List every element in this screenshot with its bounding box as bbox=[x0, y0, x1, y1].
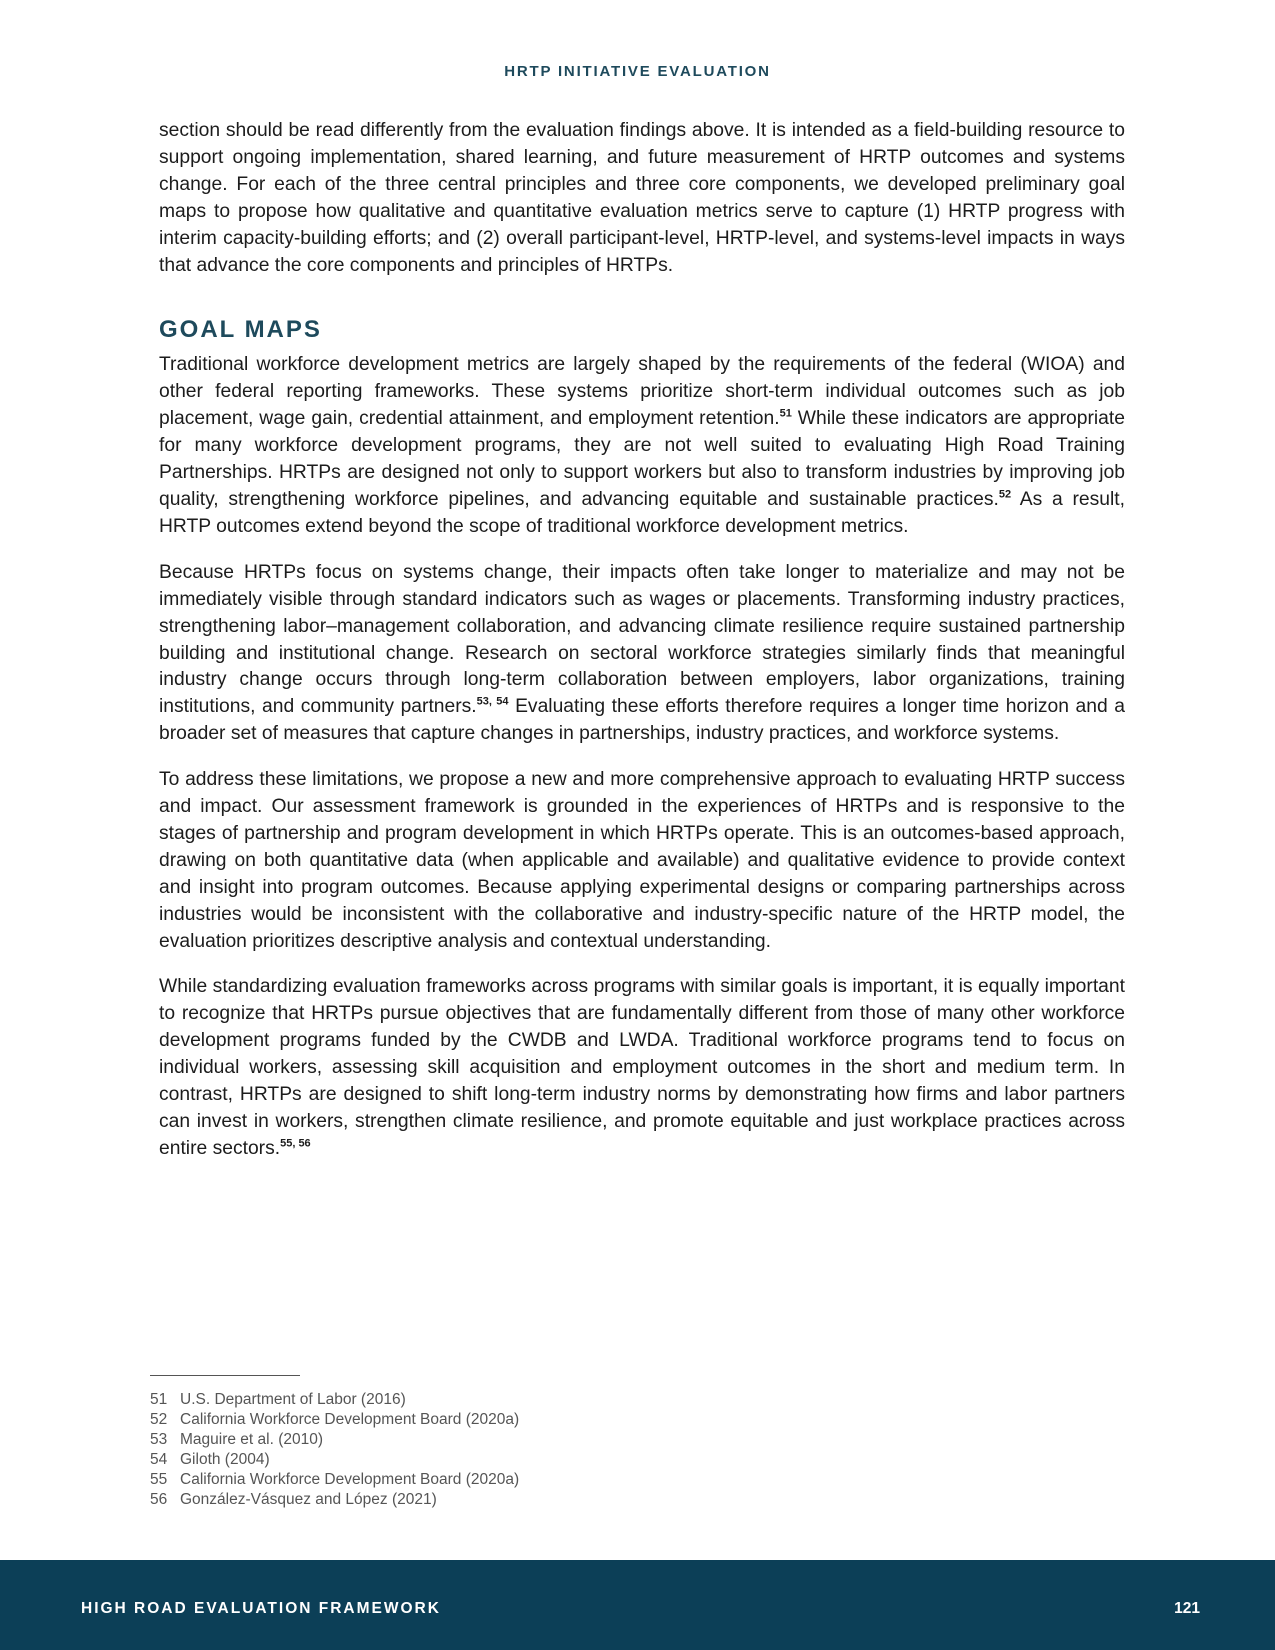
paragraph-2-text-a: Because HRTPs focus on systems change, their impacts often take longer to materialize and may not be immediately visible through standard indicators such as wages or placements. Transforming industry practices, strengthening labor–management collaboration, and advancing climate resilience require sustained partnership building and institutional change. Research on sectoral workforce strategies similarly finds that meaningful industry change occurs through long-term collaboration between employers, labor organizations, training institutions, and community partners. bbox=[159, 561, 1125, 718]
footnote-number: 54 bbox=[150, 1451, 168, 1468]
footnote-item bbox=[150, 1470, 950, 1490]
footnote-item bbox=[150, 1430, 950, 1450]
footnote-number: 56 bbox=[150, 1491, 168, 1508]
running-header: HRTP INITIATIVE EVALUATION bbox=[504, 63, 771, 80]
paragraph-2 bbox=[159, 560, 1125, 748]
footnote-text: U.S. Department of Labor (2016) bbox=[180, 1391, 406, 1408]
footnote-ref-55-56[interactable]: 55, 56 bbox=[280, 1137, 311, 1150]
page-number: 121 bbox=[1174, 1600, 1200, 1617]
footnote-ref-51[interactable]: 51 bbox=[779, 407, 792, 420]
footnote-number: 51 bbox=[150, 1391, 168, 1408]
footnote-text: González-Vásquez and López (2021) bbox=[180, 1491, 437, 1508]
main-content bbox=[159, 118, 1125, 1182]
footnote-divider bbox=[150, 1375, 300, 1376]
footnotes-list bbox=[150, 1390, 950, 1510]
intro-paragraph: section should be read differently from the evaluation findings above. It is intended as a field-building resource to support ongoing implementation, shared learning, and future measurement of HRTP outcomes and systems change. For each of the three central principles and three core components, we developed preliminary goal maps to propose how qualitative and quantitative evaluation metrics serve to capture (1) HRTP progress with interim capacity-building efforts; and (2) overall participant-level, HRTP-level, and systems-level impacts in ways that advance the core components and principles of HRTPs. bbox=[159, 120, 1125, 276]
footer-title: HIGH ROAD EVALUATION FRAMEWORK bbox=[81, 1600, 441, 1617]
footnote-number: 52 bbox=[150, 1411, 168, 1428]
footnote-ref-53-54[interactable]: 53, 54 bbox=[476, 695, 509, 708]
footnote-text: California Workforce Development Board (2020a) bbox=[180, 1471, 520, 1488]
section-heading: GOAL MAPS bbox=[159, 316, 322, 344]
paragraph-1-text-a: Traditional workforce development metrics are largely shaped by the requirements of the federal (WIOA) and other federal reporting frameworks. These systems prioritize short-term individual outcomes such as job placement, wage gain, credential attainment, and employment retention. bbox=[159, 354, 1125, 430]
paragraph-1 bbox=[159, 352, 1125, 540]
paragraph-3: To address these limitations, we propose a new and more comprehensive approach to evaluating HRTP success and impact. Our assessment framework is grounded in the experiences of HRTPs and is responsive to the stages of partnership and program development in which HRTPs operate. This is an outcomes-based approach, drawing on both quantitative data (when applicable and available) and qualitative evidence to provide context and insight into program outcomes. Because applying experimental designs or comparing partnerships across industries would be inconsistent with the collaborative and industry-specific nature of the HRTP model, the evaluation prioritizes descriptive analysis and contextual understanding. bbox=[159, 769, 1125, 952]
footer-bar bbox=[0, 1560, 1275, 1650]
footnote-text: Maguire et al. (2010) bbox=[180, 1431, 324, 1448]
footnote-item bbox=[150, 1450, 950, 1470]
footnote-ref-52[interactable]: 52 bbox=[998, 488, 1012, 501]
paragraph-2-text-b: Evaluating these efforts therefore requires a longer time horizon and a broader set of measures that capture changes in partnerships, industry practices, and workforce systems. bbox=[159, 696, 1126, 745]
footnote-item bbox=[150, 1490, 950, 1510]
footnote-item bbox=[150, 1390, 950, 1410]
paragraph-4 bbox=[159, 974, 1125, 1162]
footnote-number: 55 bbox=[150, 1471, 168, 1488]
footnote-number: 53 bbox=[150, 1431, 168, 1448]
footnote-text: California Workforce Development Board (2020a) bbox=[180, 1411, 520, 1428]
paragraph-1-text-c: As a result, HRTP outcomes extend beyond the scope of traditional workforce development metrics. bbox=[159, 488, 1125, 537]
footnote-item bbox=[150, 1410, 950, 1430]
paragraph-1-text-b: While these indicators are appropriate for many workforce development programs, they are not well suited to evaluating High Road Training Partnerships. HRTPs are designed not only to support workers but also to transform industries by improving job quality, strengthening workforce pipelines, and advancing equitable and sustainable practices. bbox=[159, 408, 1125, 510]
paragraph-4-text-a: While standardizing evaluation frameworks across programs with similar goals is important, it is equally important to recognize that HRTPs pursue objectives that are fundamentally different from those of many other workforce development programs funded by the CWDB and LWDA. Traditional workforce programs tend to focus on individual workers, assessing skill acquisition and employment outcomes in the short and medium term. In contrast, HRTPs are designed to shift long-term industry norms by demonstrating how firms and labor partners can invest in workers, strengthen climate resilience, and promote equitable and just workplace practices across entire sectors. bbox=[159, 976, 1125, 1159]
footnote-text: Giloth (2004) bbox=[180, 1451, 270, 1468]
